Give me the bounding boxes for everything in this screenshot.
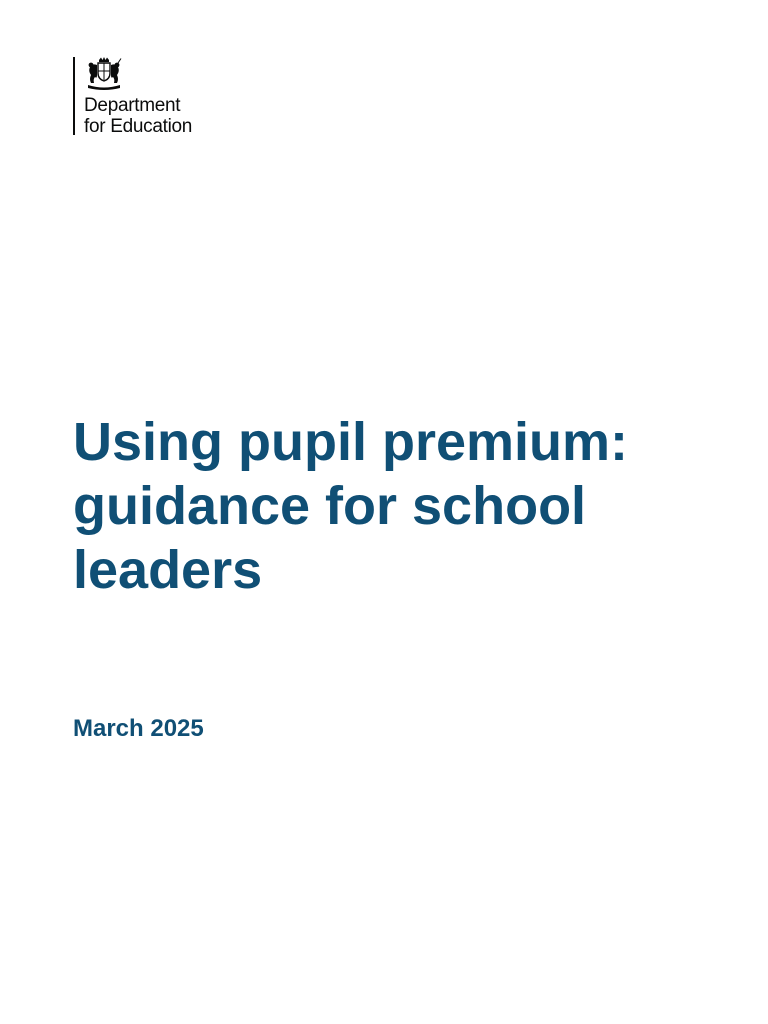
logo-education-line: for Education <box>84 116 193 137</box>
publication-date: March 2025 <box>73 715 204 742</box>
document-title: Using pupil premium: guidance for school leaders <box>73 412 629 600</box>
royal-coat-of-arms-icon <box>84 57 124 91</box>
dfe-logo <box>73 57 192 135</box>
logo-department-line: Department <box>84 95 181 116</box>
